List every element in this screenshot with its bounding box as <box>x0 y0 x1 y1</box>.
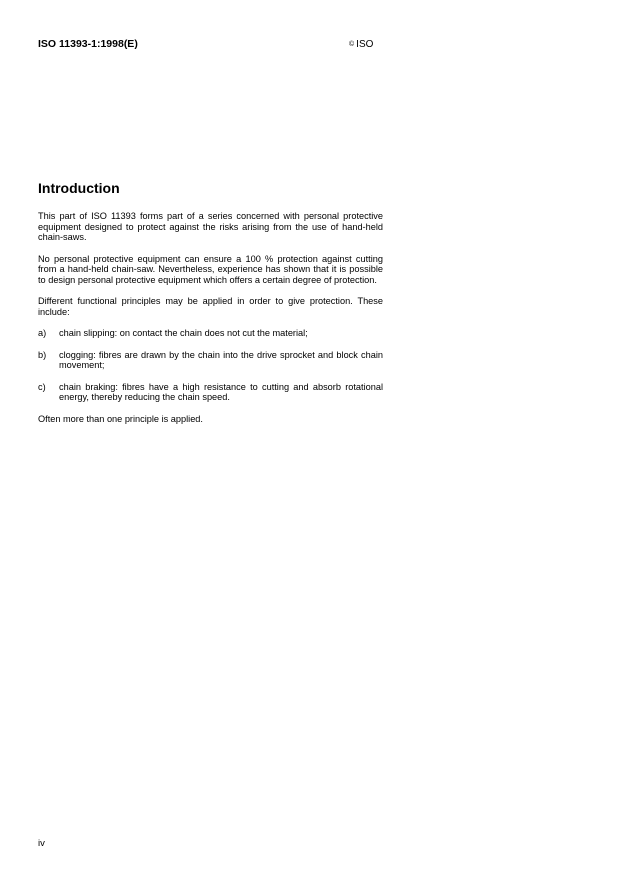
list-marker: a) <box>38 328 47 339</box>
list-text: chain braking: fibres have a high resistance to cutting and absorb rotational energy, thereby reducing the chain speed. <box>59 381 383 403</box>
list-marker: c) <box>38 381 46 392</box>
section-body <box>38 211 383 435</box>
list-item-a <box>38 328 383 339</box>
intro-paragraph-1: This part of ISO 11393 forms part of a series concerned with personal protective equipment designed to protect against the risks arising from the use of hand-held chain-saws. <box>38 211 383 243</box>
copyright-owner: ISO <box>356 39 374 50</box>
list-text: chain slipping: on contact the chain does not cut the material; <box>59 328 308 339</box>
list-item-c <box>38 382 383 403</box>
intro-paragraph-2: No personal protective equipment can ensure a 100 % protection against cutting from a hand-held chain-saw. Nevertheless, experience has shown that it is possible to design personal protective equipment which offers a certain degree of protection. <box>38 253 383 285</box>
page-number: iv <box>38 838 45 849</box>
document-id: ISO 11393-1:1998(E) <box>38 38 138 50</box>
closing-paragraph: Often more than one principle is applied. <box>38 413 203 424</box>
section-title: Introduction <box>38 180 120 196</box>
copyright-notice <box>349 38 373 51</box>
list-text: clogging: fibres are drawn by the chain into the drive sprocket and block chain movement; <box>59 349 383 371</box>
intro-paragraph-3: Different functional principles may be applied in order to give protection. These include: <box>38 296 383 317</box>
list-item-b <box>38 350 383 371</box>
copyright-symbol: © <box>349 41 355 48</box>
list-marker: b) <box>38 349 47 360</box>
